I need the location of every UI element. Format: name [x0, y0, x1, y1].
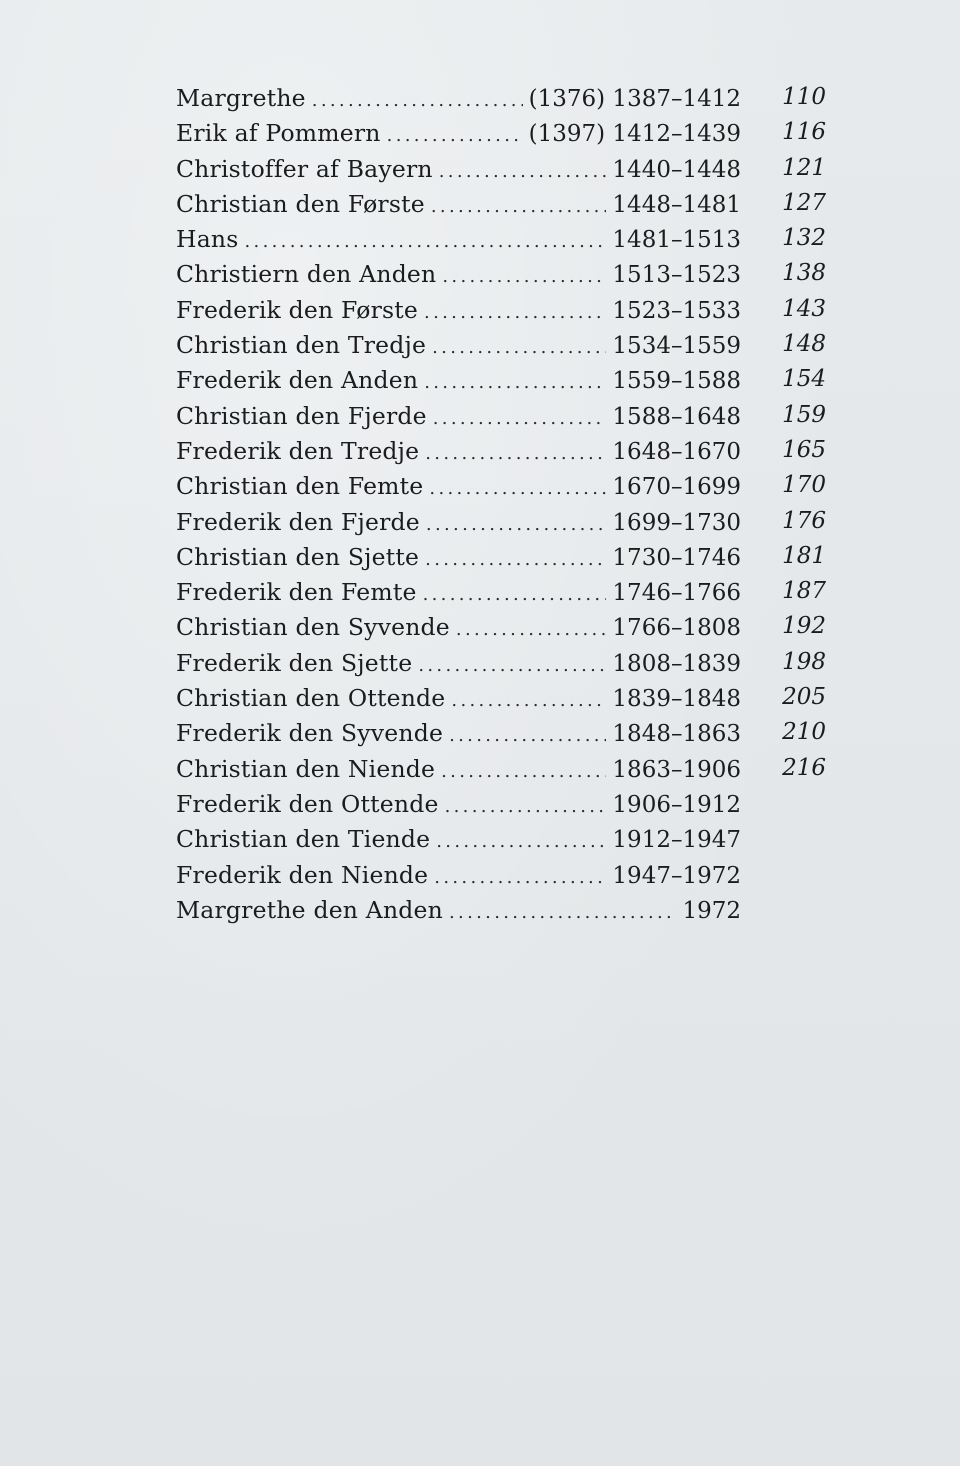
- monarch-name: Christian den Ottende: [176, 684, 446, 713]
- monarch-name: Christian den Sjette: [176, 542, 420, 571]
- monarch-name: Frederik den Fjerde: [176, 507, 420, 536]
- page-number: 159: [782, 401, 826, 428]
- reign-years: 1906–1912: [612, 791, 741, 818]
- monarch-name: Frederik den Niende: [176, 860, 429, 889]
- toc-entry-line: [176, 331, 741, 361]
- monarch-name: Margrethe: [176, 84, 306, 112]
- toc-entry-line: [176, 260, 741, 290]
- toc-entry: [176, 80, 856, 115]
- toc-entry: [176, 857, 856, 892]
- toc-entry: [176, 292, 856, 327]
- page-number: 181: [782, 542, 826, 569]
- monarch-name: Hans: [176, 225, 239, 254]
- dot-leader: [425, 443, 606, 464]
- toc-entry-line: [176, 649, 741, 679]
- toc-entry: [176, 221, 856, 256]
- toc-entry-line: [176, 402, 741, 432]
- toc-entry: [176, 821, 856, 856]
- page-number: 116: [782, 119, 826, 146]
- page-number: 138: [782, 260, 826, 287]
- reign-years: 1947–1972: [612, 862, 741, 889]
- dot-leader: [418, 655, 606, 676]
- monarch-name: Christian den Niende: [176, 754, 436, 783]
- toc-entry-line: [176, 790, 741, 820]
- monarch-name: Christian den Tiende: [176, 825, 431, 854]
- dot-leader: [433, 408, 607, 429]
- page-number: 143: [782, 295, 826, 322]
- monarch-name: Christoffer af Bayern: [176, 154, 433, 183]
- reign-years: 1513–1523: [612, 262, 741, 289]
- dot-leader: [424, 302, 606, 323]
- monarch-name: Frederik den Syvende: [176, 719, 444, 748]
- monarch-name: Christian den Første: [176, 189, 425, 218]
- toc-entry-line: [176, 684, 741, 714]
- reign-years: 1730–1746: [612, 544, 741, 571]
- reign-years: 1559–1588: [612, 368, 741, 395]
- reign-years: 1912–1947: [612, 827, 741, 854]
- reign-years: 1808–1839: [612, 650, 741, 677]
- monarch-name: Christian den Tredje: [176, 331, 427, 360]
- toc-entry: [176, 504, 856, 539]
- toc-entry-line: [176, 437, 741, 467]
- monarch-name: Frederik den Femte: [176, 578, 417, 607]
- toc-entry-line: [176, 190, 741, 220]
- toc-entry-line: [176, 155, 741, 185]
- dot-leader: [441, 761, 606, 782]
- page-number: 127: [782, 189, 826, 216]
- page-number: 205: [782, 684, 826, 711]
- page-number: 210: [782, 719, 826, 746]
- dot-leader: [245, 231, 607, 252]
- toc-entry-line: [176, 366, 741, 396]
- toc-entry: [176, 433, 856, 468]
- monarch-name: Frederik den Sjette: [176, 648, 413, 677]
- page-number: 148: [782, 331, 826, 358]
- dot-leader: [442, 266, 606, 287]
- reign-years: 1523–1533: [612, 297, 741, 324]
- reign-years: 1746–1766: [612, 580, 741, 607]
- toc-entry: [176, 715, 856, 750]
- toc-entry: [176, 680, 856, 715]
- table-of-contents: [176, 80, 856, 927]
- reign-years: (1397) 1412–1439: [528, 121, 741, 148]
- dot-leader: [387, 125, 523, 146]
- reign-years: 1848–1863: [612, 721, 741, 748]
- toc-entry: [176, 751, 856, 786]
- toc-entry: [176, 151, 856, 186]
- toc-entry: [176, 362, 856, 397]
- reign-years: 1839–1848: [612, 686, 741, 713]
- toc-entry: [176, 786, 856, 821]
- reign-years: 1534–1559: [612, 333, 741, 360]
- page-number: 198: [782, 648, 826, 675]
- monarch-name: Frederik den Anden: [176, 366, 419, 395]
- dot-leader: [424, 372, 606, 393]
- monarch-name: Christian den Femte: [176, 472, 424, 501]
- monarch-name: Christian den Syvende: [176, 613, 450, 642]
- toc-entry-line: [176, 825, 741, 855]
- dot-leader: [429, 478, 606, 499]
- toc-entry-line: [176, 84, 741, 114]
- toc-entry-line: [176, 896, 741, 926]
- dot-leader: [449, 902, 676, 923]
- toc-entry-line: [176, 508, 741, 538]
- toc-entry: [176, 574, 856, 609]
- dot-leader: [436, 831, 606, 852]
- page-number: 176: [782, 507, 826, 534]
- reign-years: 1863–1906: [612, 756, 741, 783]
- toc-entry-line: [176, 543, 741, 573]
- toc-entry-line: [176, 613, 741, 643]
- reign-years: 1481–1513: [612, 227, 741, 254]
- reign-years: (1376) 1387–1412: [528, 86, 741, 112]
- reign-years: 1448–1481: [612, 191, 741, 218]
- dot-leader: [425, 549, 606, 570]
- monarch-name: Frederik den Første: [176, 295, 419, 324]
- monarch-name: Erik af Pommern: [176, 119, 381, 148]
- toc-entry-line: [176, 719, 741, 749]
- dot-leader: [312, 90, 523, 111]
- dot-leader: [451, 690, 606, 711]
- toc-entry-line: [176, 578, 741, 608]
- toc-entry: [176, 645, 856, 680]
- dot-leader: [434, 867, 606, 888]
- toc-entry-line: [176, 119, 741, 149]
- toc-entry: [176, 609, 856, 644]
- monarch-name: Christiern den Anden: [176, 260, 437, 289]
- page-number: 110: [782, 84, 826, 110]
- toc-entry: [176, 327, 856, 362]
- page-number: 187: [782, 578, 826, 605]
- page-number: 216: [782, 754, 826, 781]
- monarch-name: Frederik den Ottende: [176, 789, 439, 818]
- dot-leader: [449, 725, 606, 746]
- page-number: 192: [782, 613, 826, 640]
- reign-years: 1699–1730: [612, 509, 741, 536]
- toc-entry: [176, 539, 856, 574]
- page-number: 132: [782, 225, 826, 252]
- dot-leader: [432, 337, 606, 358]
- toc-entry: [176, 115, 856, 150]
- toc-entry: [176, 398, 856, 433]
- toc-entry-line: [176, 472, 741, 502]
- monarch-name: Frederik den Tredje: [176, 436, 420, 465]
- monarch-name: Christian den Fjerde: [176, 401, 427, 430]
- monarch-name: Margrethe den Anden: [176, 895, 443, 924]
- reign-years: 1972: [682, 897, 741, 924]
- toc-entry-line: [176, 861, 741, 891]
- dot-leader: [439, 161, 607, 182]
- reign-years: 1648–1670: [612, 438, 741, 465]
- reign-years: 1440–1448: [612, 156, 741, 183]
- toc-entry: [176, 186, 856, 221]
- dot-leader: [431, 196, 607, 217]
- toc-entry: [176, 256, 856, 291]
- reign-years: 1766–1808: [612, 615, 741, 642]
- reign-years: 1670–1699: [612, 474, 741, 501]
- toc-entry: [176, 468, 856, 503]
- page-number: 165: [782, 436, 826, 463]
- dot-leader: [456, 619, 607, 640]
- page-number: 154: [782, 366, 826, 393]
- dot-leader: [423, 584, 607, 605]
- reign-years: 1588–1648: [612, 403, 741, 430]
- dot-leader: [426, 514, 607, 535]
- toc-entry-line: [176, 225, 741, 255]
- dot-leader: [445, 796, 607, 817]
- page-number: 121: [782, 154, 826, 181]
- toc-entry: [176, 892, 856, 927]
- toc-entry-line: [176, 296, 741, 326]
- page-number: 170: [782, 472, 826, 499]
- toc-entry-line: [176, 755, 741, 785]
